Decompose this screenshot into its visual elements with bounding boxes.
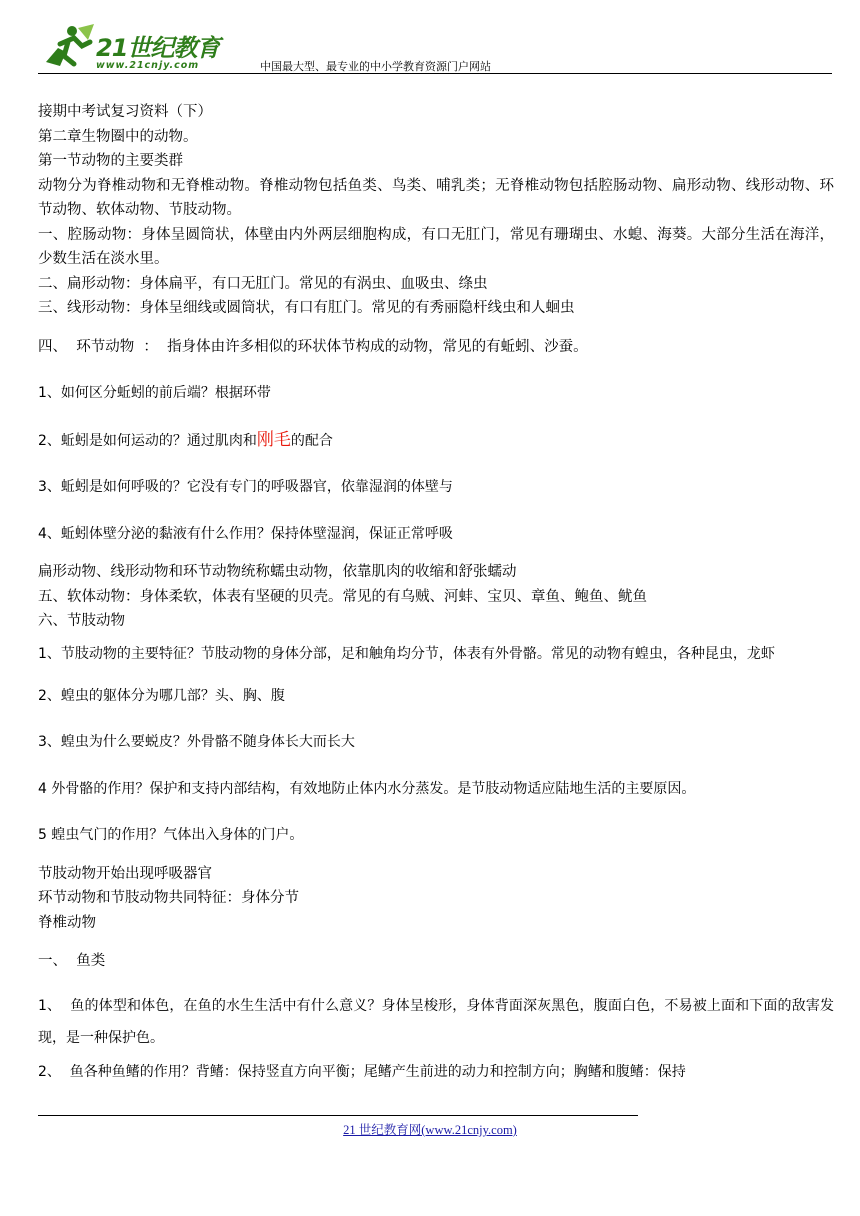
question-earthworm-2 [38, 428, 834, 454]
paragraph-vertebrates-heading: 脊椎动物 [38, 914, 96, 931]
document-body [38, 100, 834, 1084]
site-logo[interactable] [38, 22, 243, 74]
paragraph-annelids: 四、 环节动物 ： 指身体由许多相似的环状体节构成的动物，常见的有蚯蚓、沙蚕。 [38, 338, 588, 355]
paragraph-fish-heading: 一、 鱼类 [38, 953, 106, 969]
question-arthropod-1: 1、节肢动物的主要特征？节肢动物的身体分部，足和触角均分节，体表有外骨骼。常见的动物有蝗虫，各种昆虫，龙虾 [38, 645, 775, 662]
paragraph-worms-summary: 扁形动物、线形动物和环节动物统称蠕虫动物，依靠肌肉的收缩和舒张蠕动 [38, 564, 517, 580]
paragraph-coelenterates: 一、腔肠动物：身体呈圆筒状，体壁由内外两层细胞构成，有口无肛门，常见有珊瑚虫、水螅、海葵。大部分生活在海洋，少数生活在淡水里。 [38, 226, 834, 267]
paragraph-mollusks: 五、软体动物：身体柔软，体表有坚硬的贝壳。常见的有乌贼、河蚌、宝贝、章鱼、鲍鱼、鱿鱼 [38, 588, 647, 605]
question-earthworm-3: 3、蚯蚓是如何呼吸的？它没有专门的呼吸器官，依靠湿润的体壁与 [38, 479, 453, 495]
footer-link[interactable]: 21 世纪教育网(www.21cnjy.com) [343, 1123, 517, 1137]
question-fish-1: 1、 鱼的体型和体色，在鱼的水生生活中有什么意义？身体呈梭形，身体背面深灰黑色，腹面白色，不易被上面和下面的敌害发现，是一种保护色。 [38, 997, 834, 1046]
question-fish-2: 2、 鱼各种鱼鳍的作用？背鳍：保持竖直方向平衡；尾鳍产生前进的动力和控制方向；胸鳍和腹鳍：保持 [38, 1063, 686, 1080]
question-arthropod-5: 5 蝗虫气门的作用？气体出入身体的门户。 [38, 827, 304, 843]
paragraph-animal-classification: 动物分为脊椎动物和无脊椎动物。脊椎动物包括鱼类、鸟类、哺乳类；无脊椎动物包括腔肠动物、扁形动物、线形动物、环节动物、软体动物、节肢动物。 [38, 177, 834, 218]
page-header [38, 22, 832, 76]
header-tagline: 中国最大型、最专业的中小学教育资源门户网站 [260, 60, 491, 73]
header-divider [38, 73, 832, 74]
paragraph-respiratory-organs: 节肢动物开始出现呼吸器官 [38, 865, 212, 882]
question-earthworm-4: 4、蚯蚓体壁分泌的黏液有什么作用？保持体壁湿润，保证正常呼吸 [38, 525, 453, 542]
question-earthworm-2-text: 2、蚯蚓是如何运动的？通过肌肉和 [38, 432, 257, 449]
paragraph-flatworms: 二、扁形动物：身体扁平，有口无肛门。常见的有涡虫、血吸虫、绦虫 [38, 275, 488, 292]
chapter-heading: 第二章生物圈中的动物。 [38, 128, 198, 145]
section-heading: 第一节动物的主要类群 [38, 153, 183, 169]
question-arthropod-3: 3、蝗虫为什么要蜕皮？外骨骼不随身体长大而长大 [38, 734, 355, 750]
doc-title: 接期中考试复习资料（下） [38, 104, 212, 120]
paragraph-roundworms: 三、线形动物：身体呈细线或圆筒状，有口有肛门。常见的有秀丽隐杆线虫和人蛔虫 [38, 300, 575, 316]
question-earthworm-1: 1、如何区分蚯蚓的前后端？根据环带 [38, 385, 271, 401]
question-arthropod-2: 2、蝗虫的躯体分为哪几部？头、胸、腹 [38, 687, 285, 704]
highlight-setae: 刚毛 [256, 429, 291, 450]
question-arthropod-4: 4 外骨骼的作用？保护和支持内部结构，有效地防止体内水分蒸发。是节肢动物适应陆地生活的主要原因。 [38, 780, 696, 797]
runner-logo-icon [38, 22, 98, 74]
paragraph-common-features: 环节动物和节肢动物共同特征：身体分节 [38, 890, 299, 906]
footer-divider [38, 1115, 638, 1116]
page-footer [0, 1120, 860, 1138]
logo-text: 21世纪教育 [96, 34, 220, 62]
question-earthworm-2-end: 的配合 [290, 432, 333, 449]
paragraph-arthropods-heading: 六、节肢动物 [38, 613, 125, 629]
logo-url: www.21cnjy.com [96, 60, 200, 71]
